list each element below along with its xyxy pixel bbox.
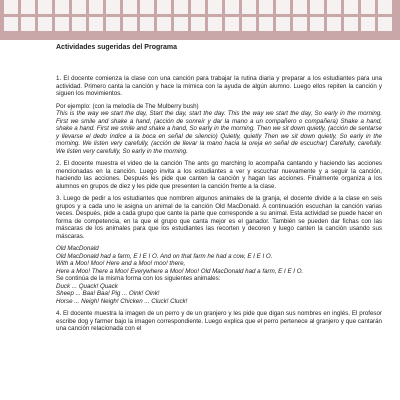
header-band [0, 0, 400, 40]
header-square [89, 0, 103, 14]
song-line: With a Moo! Moo! Here and a Moo! moo! there, [56, 260, 186, 267]
paragraph-1: 1. El docente comienza la clase con una canción para trabajar la rutina diaria y preparar a los estudiantes para una actividad. Primero canta la canción y hace la mímica con la ayuda de algún alumno. Luego ellos repiten la canción y siguen los movimientos. [56, 75, 382, 97]
header-square [72, 0, 86, 14]
header-square [38, 0, 52, 14]
example-intro: Por ejemplo: (con la melodía de The Mulberry bush) [56, 102, 199, 110]
animal-line: Horse ... Neigh! Neigh! Chicken ... Cluck! Cluck! [56, 297, 188, 305]
header-square [327, 17, 341, 31]
header-square [242, 0, 256, 14]
header-square [140, 0, 154, 14]
header-square [38, 17, 52, 31]
header-square [4, 17, 18, 31]
header-square [361, 0, 375, 14]
header-square [208, 17, 222, 31]
document-body [56, 44, 382, 333]
header-square [55, 0, 69, 14]
paragraph-3: 3. Luego de pedir a los estudiantes que nombren algunos animales de la granja, el docente divide a la clase en seis grupos y a cada uno le asigna un animal de la canción Old MacDonald. A continuación escuchan la canción varias veces. Después, pide a cada grupo que cante la parte que corresponde a su animal. Esta actividad se puede hacer en forma de competencia, en la que el grupo que canta mejor es el ganador. También se pueden dar fichas con las máscaras de los animales para que los estudiantes las recorten y decoren y luego canten la canción usando sus máscaras. [56, 195, 382, 240]
header-square [208, 0, 222, 14]
header-square [106, 0, 120, 14]
header-square [378, 17, 392, 31]
header-square [276, 0, 290, 14]
header-square [21, 0, 35, 14]
header-square [140, 17, 154, 31]
animal-line: Duck ... Quack! Quack [56, 282, 118, 290]
header-pattern [4, 0, 392, 31]
header-square [276, 17, 290, 31]
continuation-note: Se continúa de la misma forma con los siguientes animales: [56, 275, 221, 282]
header-square [89, 17, 103, 31]
header-square [242, 17, 256, 31]
song-lyrics-1: This is the way we start the day, Start the day, start the day. This the way we start the day, So early in the morning. First we smile and shake a hand, (acción de sonreír y dar la mano a un compañero o compañera) Shake a hand, shake a hand. First we smile and shake a hand, So early in the morning. Then we sit down quietly, (acción de sentarse y llevarse el dedo índice a la boca en señal de silencio) Quietly, quietly Then we sit down quietly, So early in the morning. We listen very carefully, (acción de llevar la mano hacia la oreja en señal de escuchar) Carefully, carefully. We listen very carefully, So early in the morning. [56, 110, 382, 155]
header-square [4, 0, 18, 14]
section-title: Actividades sugeridas del Programa [56, 44, 177, 51]
header-square [259, 17, 273, 31]
song-line: Old MacDonald had a farm, E I E I O. And on that farm he had a cow, E I E I O. [56, 252, 273, 260]
header-square [293, 0, 307, 14]
header-square [123, 17, 137, 31]
header-square [191, 17, 205, 31]
paragraph-4: 4. El docente muestra la imagen de un perro y de un granjero y les pide que digan sus nombres en inglés. El profesor escribe dog y farmer bajo la imagen correspondiente. Luego explica que el perro pertenece al granjero y que cantarán una canción relacionada con el [56, 310, 382, 332]
header-square [55, 17, 69, 31]
paragraph-2: 2. El docente muestra el video de la canción The ants go marching lo acompaña cantando y haciendo las acciones mencionadas en la canción. Luego invita a los estudiantes a ver y escuchar nuevamente y a seguir la canción, haciendo las acciones. Después les pide que canten la canción y hagan las acciones. Finalmente organiza a los alumnos en grupos de diez y les pide que presenten la canción frente a la clase. [56, 160, 382, 190]
header-square [310, 17, 324, 31]
song-title-old-macdonald: Old MacDonald [56, 245, 99, 252]
header-square [157, 0, 171, 14]
header-square [123, 0, 137, 14]
header-square [72, 17, 86, 31]
header-square [21, 17, 35, 31]
header-square [344, 17, 358, 31]
header-square [378, 0, 392, 14]
header-square [225, 17, 239, 31]
header-square [310, 0, 324, 14]
header-square [174, 0, 188, 14]
header-square [361, 17, 375, 31]
header-square [225, 0, 239, 14]
header-square [293, 17, 307, 31]
header-square [259, 0, 273, 14]
header-square [191, 0, 205, 14]
header-square [344, 0, 358, 14]
song-line: Here a Moo! There a Moo! Everywhere a Moo! Moo! Old MacDonald had a farm, E I E I O. [56, 267, 304, 275]
animal-line: Sheep ... Baa! Baa! Pig ... Oink! Oink! [56, 290, 160, 297]
header-square [157, 17, 171, 31]
header-square [327, 0, 341, 14]
header-square [174, 17, 188, 31]
header-square [106, 17, 120, 31]
